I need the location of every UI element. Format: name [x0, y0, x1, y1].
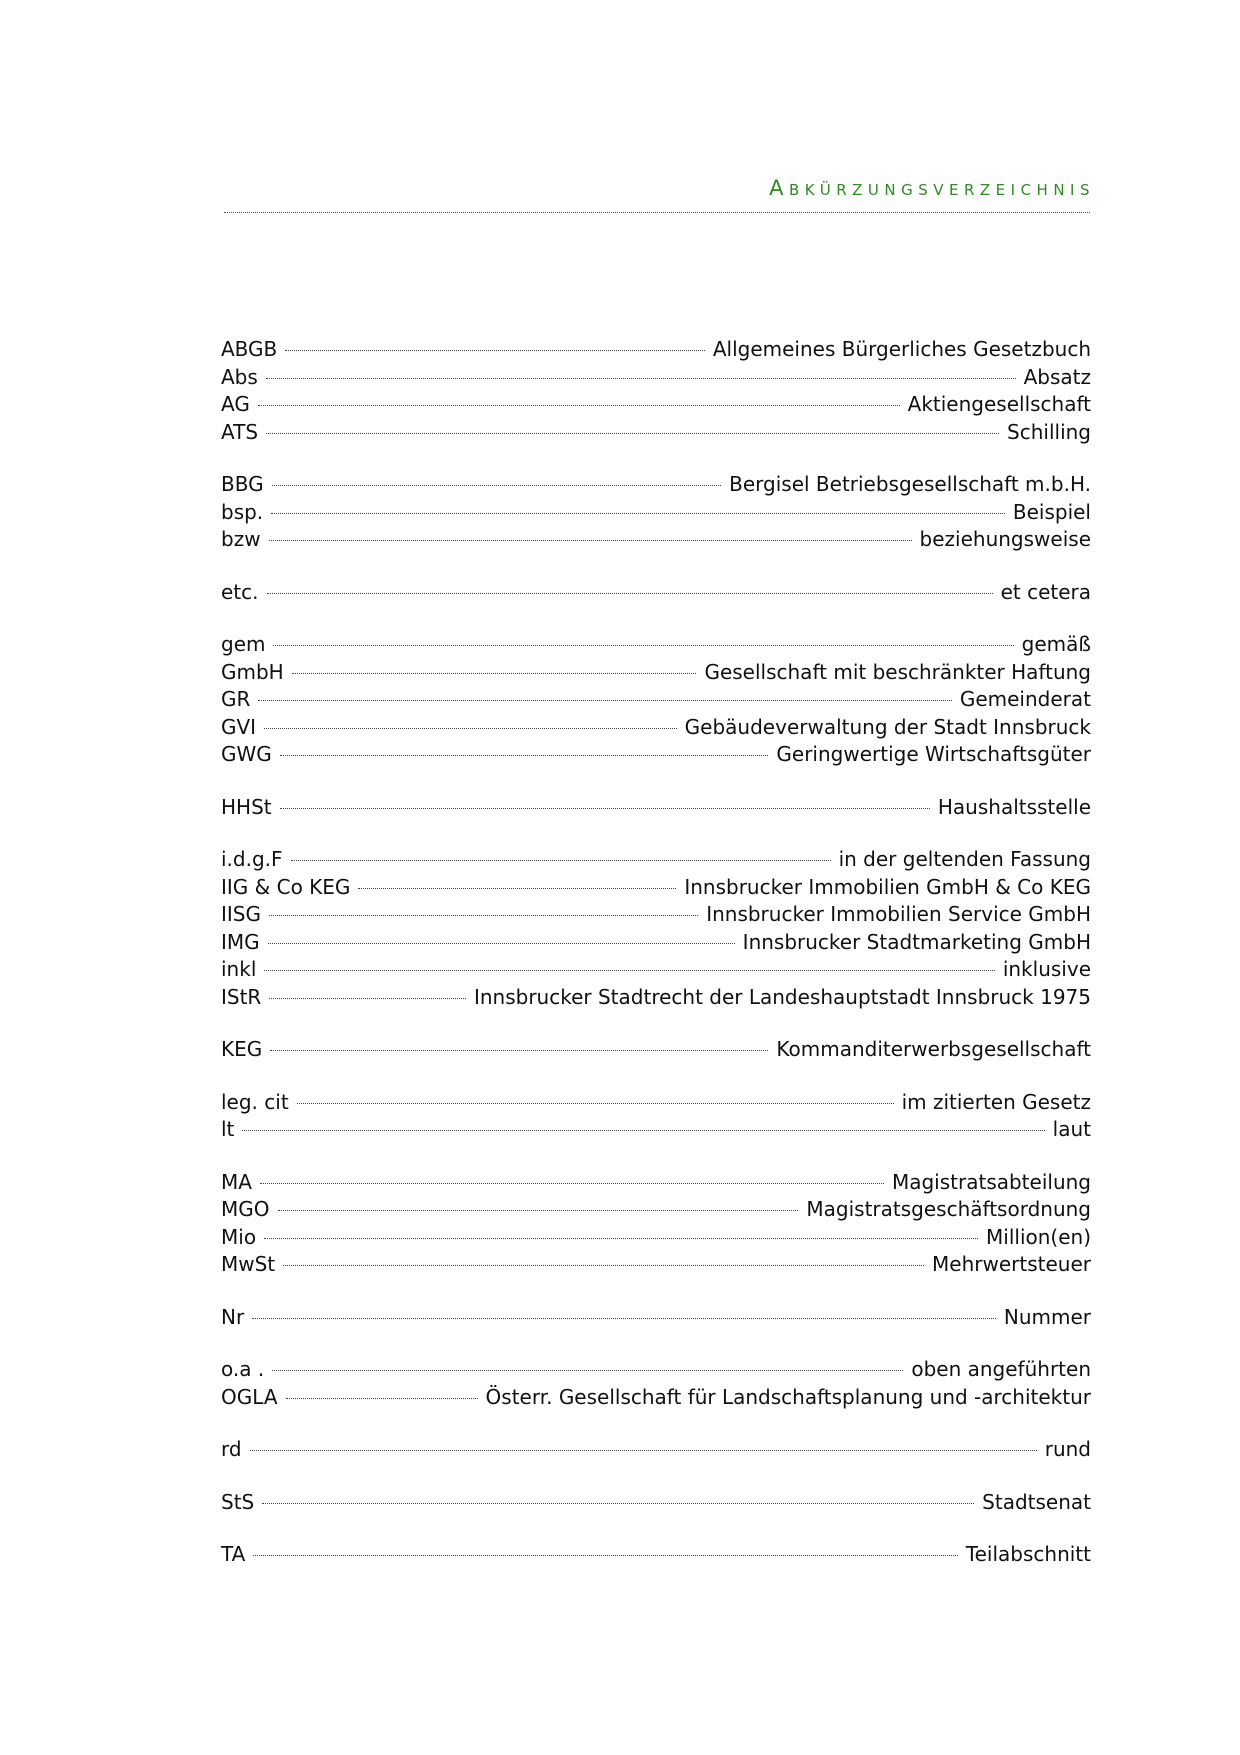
abbreviation-entry	[221, 526, 1091, 554]
dot-leader	[268, 943, 735, 944]
abbreviation-entry	[221, 1541, 1091, 1569]
abbreviation-entry	[221, 794, 1091, 822]
dot-leader	[269, 915, 698, 916]
abbreviation-term: TA	[221, 1542, 246, 1566]
abbreviation-meaning: Absatz	[1023, 364, 1091, 389]
abbreviation-term: OGLA	[221, 1384, 278, 1409]
abbreviation-entry	[221, 1116, 1091, 1144]
abbreviation-entry	[221, 846, 1091, 874]
abbreviation-group	[221, 579, 1091, 607]
abbreviation-meaning: Magistratsgeschäftsordnung	[806, 1197, 1091, 1221]
abbreviation-group	[221, 336, 1091, 446]
page-title: Abkürzungsverzeichnis	[769, 176, 1095, 200]
abbreviation-group	[221, 1356, 1091, 1411]
dot-leader	[242, 1130, 1044, 1131]
abbreviation-meaning: Nummer	[1003, 1304, 1091, 1329]
abbreviation-group	[221, 1304, 1091, 1332]
abbreviation-meaning: Allgemeines Bürgerliches Gesetzbuch	[712, 337, 1091, 361]
abbreviation-term: IStR	[221, 984, 262, 1009]
abbreviation-term: AG	[221, 392, 250, 416]
abbreviation-meaning: Magistratsabteilung	[891, 1169, 1091, 1194]
dot-leader	[269, 998, 466, 999]
abbreviation-meaning: Aktiengesellschaft	[907, 392, 1091, 416]
abbreviation-entry	[221, 471, 1091, 499]
abbreviation-term: bzw	[221, 527, 261, 551]
abbreviation-entry	[221, 686, 1091, 714]
abbreviation-term: inkl	[221, 957, 257, 981]
abbreviation-meaning: Österr. Gesellschaft für Landschaftsplanung und -architektur	[485, 1384, 1091, 1409]
abbreviation-meaning: Teilabschnitt	[965, 1542, 1091, 1566]
abbreviation-term: rd	[221, 1437, 242, 1461]
dot-leader	[266, 378, 1016, 379]
abbreviation-term: GVI	[221, 714, 257, 739]
dot-leader	[283, 1265, 924, 1266]
abbreviation-entry	[221, 874, 1091, 902]
abbreviation-term: GmbH	[221, 659, 284, 684]
page-header	[224, 176, 1095, 200]
abbreviation-entry	[221, 1489, 1091, 1517]
dot-leader	[273, 645, 1013, 646]
abbreviation-group	[221, 1436, 1091, 1464]
abbreviation-term: IISG	[221, 902, 261, 926]
abbreviation-entry	[221, 659, 1091, 687]
abbreviation-entry	[221, 336, 1091, 364]
abbreviation-meaning: Innsbrucker Immobilien Service GmbH	[706, 902, 1091, 926]
abbreviation-term: i.d.g.F	[221, 847, 283, 871]
dot-leader	[264, 970, 994, 971]
dot-leader	[253, 1555, 957, 1556]
abbreviation-meaning: gemäß	[1021, 632, 1091, 656]
abbreviation-meaning: et cetera	[1000, 579, 1091, 604]
dot-leader	[285, 350, 705, 351]
abbreviation-group	[221, 1036, 1091, 1064]
abbreviation-entry	[221, 956, 1091, 984]
abbreviation-term: GWG	[221, 742, 272, 766]
abbreviation-meaning: Gemeinderat	[959, 687, 1091, 711]
dot-leader	[291, 860, 831, 861]
dot-leader	[272, 1370, 903, 1371]
dot-leader	[267, 593, 993, 594]
dot-leader	[270, 1050, 768, 1051]
abbreviation-term: BBG	[221, 472, 264, 496]
abbreviation-entry	[221, 419, 1091, 447]
abbreviation-meaning: beziehungsweise	[919, 527, 1091, 551]
dot-leader	[264, 728, 677, 729]
abbreviation-entry	[221, 1356, 1091, 1384]
abbreviation-meaning: Beispiel	[1012, 499, 1091, 524]
abbreviation-term: GR	[221, 687, 251, 711]
abbreviation-meaning: Haushaltsstelle	[937, 794, 1091, 819]
abbreviation-group	[221, 1489, 1091, 1517]
dot-leader	[250, 1450, 1037, 1451]
abbreviation-entry	[221, 631, 1091, 659]
dot-leader	[286, 1398, 478, 1399]
abbreviation-entry	[221, 1304, 1091, 1332]
abbreviation-meaning: Gebäudeverwaltung der Stadt Innsbruck	[684, 714, 1091, 739]
abbreviation-group	[221, 1169, 1091, 1279]
abbreviation-term: gem	[221, 632, 266, 656]
abbreviation-entry	[221, 499, 1091, 527]
abbreviation-term: MA	[221, 1169, 252, 1194]
abbreviation-meaning: Innsbrucker Immobilien GmbH & Co KEG	[684, 874, 1091, 899]
abbreviation-meaning: Million(en)	[986, 1224, 1091, 1249]
dot-leader	[271, 513, 1005, 514]
abbreviation-entry	[221, 364, 1091, 392]
abbreviation-meaning: Bergisel Betriebsgesellschaft m.b.H.	[729, 472, 1091, 496]
abbreviation-term: IMG	[221, 929, 260, 954]
abbreviation-meaning: laut	[1052, 1117, 1091, 1141]
abbreviation-entry	[221, 929, 1091, 957]
abbreviation-entry	[221, 741, 1091, 769]
abbreviation-meaning: Gesellschaft mit beschränkter Haftung	[704, 659, 1091, 684]
abbreviation-meaning: in der geltenden Fassung	[838, 847, 1091, 871]
abbreviation-entry	[221, 1169, 1091, 1197]
dot-leader	[292, 673, 697, 674]
abbreviation-term: leg. cit	[221, 1089, 289, 1114]
abbreviation-term: IIG & Co KEG	[221, 874, 351, 899]
abbreviation-term: Abs	[221, 364, 258, 389]
abbreviation-entry	[221, 579, 1091, 607]
dot-leader	[280, 755, 769, 756]
abbreviation-entry	[221, 714, 1091, 742]
abbreviation-meaning: Geringwertige Wirtschaftsgüter	[776, 742, 1091, 766]
abbreviation-entry	[221, 1251, 1091, 1279]
abbreviation-meaning: im zitierten Gesetz	[901, 1089, 1091, 1114]
header-dotted-rule	[224, 212, 1090, 213]
dot-leader	[258, 405, 900, 406]
abbreviation-meaning: Kommanditerwerbsgesellschaft	[776, 1037, 1091, 1061]
abbreviation-meaning: inklusive	[1002, 957, 1091, 981]
dot-leader	[264, 1238, 978, 1239]
abbreviation-term: MGO	[221, 1197, 270, 1221]
abbreviation-meaning: Schilling	[1007, 419, 1091, 444]
abbreviation-meaning: Innsbrucker Stadtrecht der Landeshauptstadt Innsbruck 1975	[473, 984, 1091, 1009]
dot-leader	[258, 700, 951, 701]
dot-leader	[280, 808, 930, 809]
abbreviation-term: Mio	[221, 1224, 257, 1249]
abbreviation-group	[221, 1541, 1091, 1569]
abbreviation-term: Nr	[221, 1304, 245, 1329]
dot-leader	[278, 1210, 799, 1211]
abbreviation-entry	[221, 1384, 1091, 1412]
abbreviation-meaning: rund	[1044, 1437, 1091, 1461]
abbreviation-entry	[221, 1036, 1091, 1064]
abbreviation-meaning: Stadtsenat	[982, 1489, 1091, 1514]
abbreviation-entry	[221, 1089, 1091, 1117]
dot-leader	[262, 1503, 974, 1504]
abbreviation-list	[221, 336, 1091, 1594]
abbreviation-group	[221, 1089, 1091, 1144]
abbreviation-term: o.a .	[221, 1357, 265, 1381]
abbreviation-group	[221, 794, 1091, 822]
abbreviation-entry	[221, 1196, 1091, 1224]
dot-leader	[358, 888, 676, 889]
abbreviation-term: lt	[221, 1117, 235, 1141]
dot-leader	[260, 1183, 884, 1184]
dot-leader	[266, 433, 999, 434]
abbreviation-term: KEG	[221, 1037, 263, 1061]
dot-leader	[272, 485, 722, 486]
abbreviation-term: MwSt	[221, 1252, 276, 1276]
abbreviation-entry	[221, 1436, 1091, 1464]
abbreviation-group	[221, 846, 1091, 1011]
abbreviation-term: ATS	[221, 419, 259, 444]
abbreviation-meaning: Innsbrucker Stadtmarketing GmbH	[742, 929, 1091, 954]
abbreviation-group	[221, 631, 1091, 769]
abbreviation-meaning: oben angeführten	[911, 1357, 1091, 1381]
dot-leader	[269, 540, 912, 541]
abbreviation-entry	[221, 901, 1091, 929]
dot-leader	[252, 1318, 996, 1319]
dot-leader	[297, 1103, 894, 1104]
abbreviation-entry	[221, 391, 1091, 419]
abbreviation-entry	[221, 1224, 1091, 1252]
abbreviation-term: StS	[221, 1489, 255, 1514]
abbreviation-group	[221, 471, 1091, 554]
abbreviation-term: etc.	[221, 579, 259, 604]
abbreviation-entry	[221, 984, 1091, 1012]
abbreviation-term: HHSt	[221, 794, 272, 819]
abbreviation-term: bsp.	[221, 499, 264, 524]
abbreviation-meaning: Mehrwertsteuer	[932, 1252, 1091, 1276]
abbreviation-term: ABGB	[221, 337, 278, 361]
